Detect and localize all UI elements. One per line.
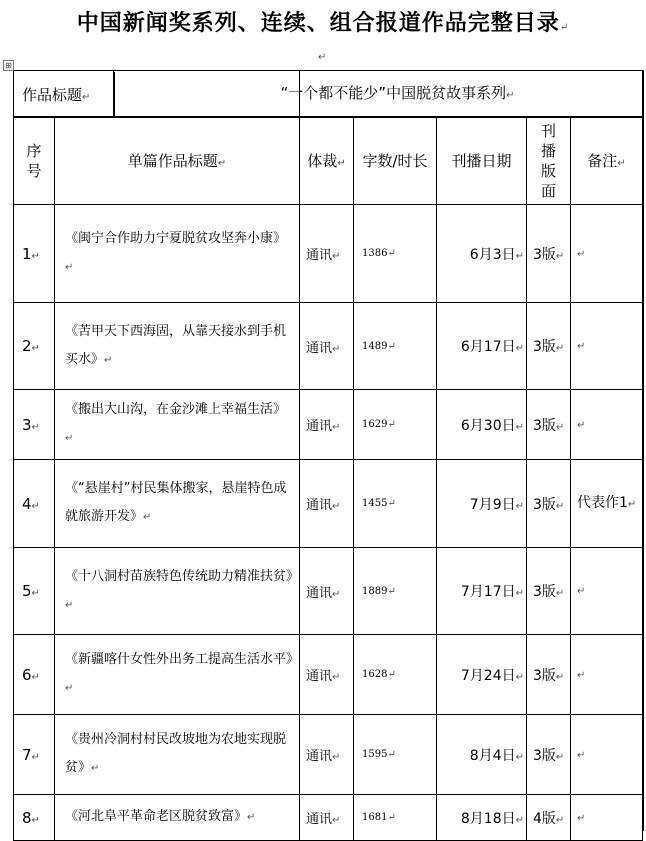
header-note: 备注↵	[571, 117, 643, 205]
row-note: ↵	[571, 548, 643, 635]
row-note: ↵	[571, 390, 643, 460]
row-words: 1681↵	[354, 795, 437, 841]
header-page: 刊播版面	[527, 117, 571, 205]
row-title: 《闽宁合作助力宁夏脱贫攻坚奔小康》↵	[55, 205, 300, 303]
row-words: 1889↵	[354, 548, 437, 635]
row-title: 《河北阜平革命老区脱贫致富》↵	[55, 795, 300, 841]
row-title: 《新疆喀什女性外出务工提高生活水平》↵	[55, 635, 300, 715]
meta-label: 作品标题↵	[14, 72, 114, 117]
row-words: 1386↵	[354, 205, 437, 303]
row-index: 8↵	[14, 795, 55, 841]
row-note: ↵	[571, 205, 643, 303]
row-note: ↵	[571, 635, 643, 715]
row-genre: 通讯↵	[300, 635, 354, 715]
table-row	[14, 715, 643, 795]
table-row	[14, 303, 643, 390]
works-detail-table	[13, 116, 643, 841]
table-row	[14, 635, 643, 715]
row-date: 8月18日↵	[437, 795, 527, 841]
row-title: 《十八洞村苗族特色传统助力精准扶贫》↵	[55, 548, 300, 635]
row-date: 6月17日↵	[437, 303, 527, 390]
row-genre: 通讯↵	[300, 548, 354, 635]
series-title	[300, 71, 643, 118]
header-row	[14, 117, 643, 205]
row-index: 3↵	[14, 390, 55, 460]
row-index: 1↵	[14, 205, 55, 303]
header-title: 单篇作品标题↵	[55, 117, 300, 205]
header-words: 字数/时长	[354, 117, 437, 205]
table-row	[14, 460, 643, 548]
row-words: 1629↵	[354, 390, 437, 460]
row-genre: 通讯↵	[300, 460, 354, 548]
document-title	[0, 6, 646, 37]
row-words: 1628↵	[354, 635, 437, 715]
meta-row	[14, 71, 643, 118]
header-index: 序号	[14, 117, 55, 205]
row-genre: 通讯↵	[300, 715, 354, 795]
row-page: 4版↵	[527, 795, 571, 841]
row-words: 1455↵	[354, 460, 437, 548]
row-genre: 通讯↵	[300, 795, 354, 841]
works-table	[13, 70, 643, 118]
header-date: 刊播日期	[437, 117, 527, 205]
meta-label-cell	[14, 71, 300, 118]
table-row	[14, 795, 643, 841]
row-page: 3版↵	[527, 205, 571, 303]
row-page: 3版↵	[527, 548, 571, 635]
row-date: 6月30日↵	[437, 390, 527, 460]
row-date: 7月24日↵	[437, 635, 527, 715]
table-row	[14, 205, 643, 303]
row-note: ↵	[571, 715, 643, 795]
row-note: ↵	[571, 303, 643, 390]
row-index: 6↵	[14, 635, 55, 715]
table-row	[14, 390, 643, 460]
paragraph-mark: ↵	[318, 52, 327, 63]
paragraph-mark: ↵	[559, 22, 570, 33]
row-date: 6月3日↵	[437, 205, 527, 303]
table-move-handle-icon[interactable]: ⊞	[3, 60, 14, 71]
row-note: ↵	[571, 795, 643, 841]
row-genre: 通讯↵	[300, 390, 354, 460]
row-page: 3版↵	[527, 390, 571, 460]
row-note: 代表作1↵	[571, 460, 643, 548]
header-genre: 体裁↵	[300, 117, 354, 205]
row-genre: 通讯↵	[300, 303, 354, 390]
row-date: 7月17日↵	[437, 548, 527, 635]
row-genre: 通讯↵	[300, 205, 354, 303]
row-title: 《“悬崖村”村民集体搬家，悬崖特色成就旅游开发》↵	[55, 460, 300, 548]
document-title-text: 中国新闻奖系列、连续、组合报道作品完整目录	[76, 10, 560, 36]
series-title-text: “一个都不能少”中国脱贫故事系列	[280, 84, 507, 102]
table-row	[14, 548, 643, 635]
row-date: 8月4日↵	[437, 715, 527, 795]
row-index: 5↵	[14, 548, 55, 635]
row-title: 《贵州冷洞村村民改坡地为农地实现脱贫》↵	[55, 715, 300, 795]
row-page: 3版↵	[527, 715, 571, 795]
row-index: 2↵	[14, 303, 55, 390]
row-date: 7月9日↵	[437, 460, 527, 548]
row-title: 《搬出大山沟，在金沙滩上幸福生活》↵	[55, 390, 300, 460]
row-words: 1595↵	[354, 715, 437, 795]
row-index: 4↵	[14, 460, 55, 548]
row-index: 7↵	[14, 715, 55, 795]
row-words: 1489↵	[354, 303, 437, 390]
row-page: 3版↵	[527, 635, 571, 715]
row-title: 《苦甲天下西海固，从靠天接水到手机买水》↵	[55, 303, 300, 390]
row-page: 3版↵	[527, 303, 571, 390]
row-page: 3版↵	[527, 460, 571, 548]
